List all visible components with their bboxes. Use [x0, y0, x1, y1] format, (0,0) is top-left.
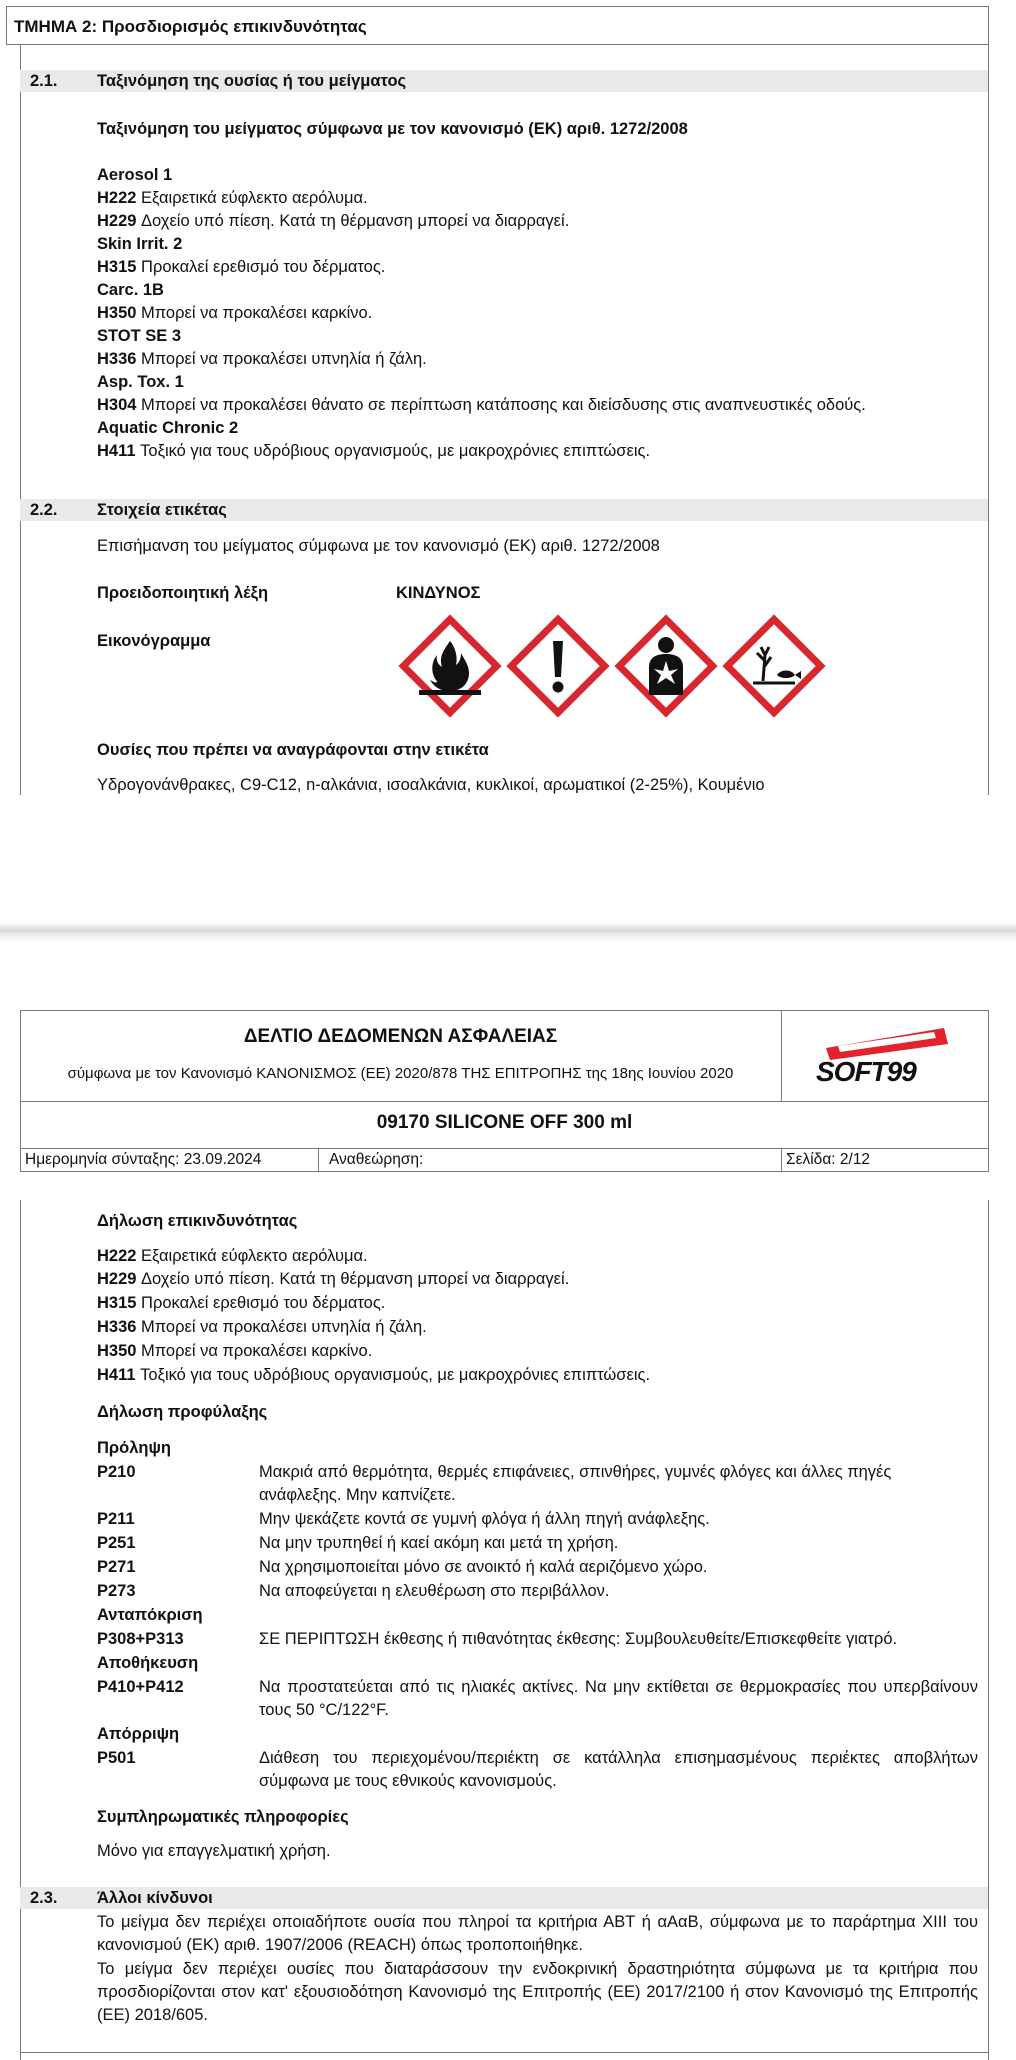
label-substances-text: Υδρογονάνθρακες, C9-C12, n-αλκάνια, ισοαλκάνια, κυκλικοί, αρωματικοί (2-25%), Κουμένιο	[97, 776, 765, 794]
p-code: P251	[97, 1534, 136, 1552]
frame-right-p2	[988, 1200, 989, 2060]
section-heading-2-1: Ταξινόμηση της ουσίας ή του μείγματος	[97, 72, 407, 90]
other-hazards-text-1: Το μείγμα δεν περιέχει οποιαδήποτε ουσία που πληροί τα κριτήρια ΑΒΤ ή αΑαΒ, σύμφωνα με το παράρτημα XIII του κανονισμού (ΕΚ) αριθ. 1907/2006 (REACH) όπως τροποποιήθηκε.	[97, 1913, 978, 1954]
hazard-line: H222 Εξαιρετικά εύφλεκτο αερόλυμα.	[97, 1247, 368, 1265]
page-break	[0, 922, 1016, 942]
hazard-line: H411 Τοξικό για τους υδρόβιους οργανισμούς, με μακροχρόνιες επιπτώσεις.	[97, 1366, 651, 1384]
class-line: H304 Μπορεί να προκαλέσει θάνατο σε περίπτωση κατάποσης και διείσδυσης στις αναπνευστικές οδούς.	[97, 396, 866, 414]
environment-pictogram	[719, 611, 829, 721]
header-line-1	[20, 1101, 989, 1102]
class-line: H411 Τοξικό για τους υδρόβιους οργανισμούς, με μακροχρόνιες επιπτώσεις.	[97, 442, 651, 460]
product-name: 09170 SILICONE OFF 300 ml	[376, 1112, 633, 1133]
class-line: H222 Εξαιρετικά εύφλεκτο αερόλυμα.	[97, 189, 368, 207]
hazard-line: H229 Δοχείο υπό πίεση. Κατά τη θέρμανση μπορεί να διαρραγεί.	[97, 1270, 570, 1288]
health-hazard-pictogram	[611, 611, 721, 721]
response-label: Ανταπόκριση	[97, 1606, 203, 1624]
hazard-line: H350 Μπορεί να προκαλέσει καρκίνο.	[97, 1342, 373, 1360]
regulation-text: σύμφωνα με τον Κανονισμό ΚΑΝΟΝΙΣΜΟΣ (ΕΕ) 2020/878 ΤΗΣ ΕΠΙΤΡΟΠΗΣ της 18ης Ιουνίου 2020	[67, 1065, 734, 1082]
class-line: Skin Irrit. 2	[97, 235, 183, 253]
pictogram-label: Εικονόγραμμα	[97, 632, 211, 650]
p-code: P210	[97, 1463, 136, 1481]
frame-top	[6, 6, 988, 7]
disposal-label: Απόρριψη	[97, 1725, 180, 1743]
exclamation-pictogram	[503, 611, 613, 721]
section-heading-2-3: Άλλοι κίνδυνοι	[97, 1889, 213, 1907]
class-line: Carc. 1B	[97, 281, 164, 299]
soft99-logo	[812, 1022, 962, 1092]
compilation-date: Ημερομηνία σύνταξης: 23.09.2024	[25, 1151, 262, 1168]
class-line: H315 Προκαλεί ερεθισμό του δέρματος.	[97, 258, 386, 276]
p-text: Να χρησιμοποιείται μόνο σε ανοικτό ή καλά αεριζόμενο χώρο.	[259, 1558, 708, 1576]
document-title: ΔΕΛΤΙΟ ΔΕΔΟΜΕΝΩΝ ΑΣΦΑΛΕΙΑΣ	[243, 1026, 558, 1047]
labelling-subtitle: Επισήμανση του μείγματος σύμφωνα με τον κανονισμό (ΕΚ) αριθ. 1272/2008	[97, 537, 660, 555]
classification-list	[97, 165, 866, 460]
hazard-line: H336 Μπορεί να προκαλέσει υπνηλία ή ζάλη.	[97, 1318, 427, 1336]
class-line: STOT SE 3	[97, 327, 182, 345]
revision: Αναθεώρηση:	[329, 1151, 424, 1168]
class-line: H229 Δοχείο υπό πίεση. Κατά τη θέρμανση μπορεί να διαρραγεί.	[97, 212, 570, 230]
classification-subtitle: Ταξινόμηση του μείγματος σύμφωνα με τον κανονισμό (ΕΚ) αριθ. 1272/2008	[97, 120, 688, 138]
p-text: ανάφλεξης. Μην καπνίζετε.	[259, 1486, 456, 1504]
p-text: Να μην τρυπηθεί ή καεί ακόμη και μετά τη χρήση.	[259, 1534, 619, 1552]
class-line: H336 Μπορεί να προκαλέσει υπνηλία ή ζάλη.	[97, 350, 427, 368]
p-text: ΣΕ ΠΕΡΙΠΤΩΣΗ έκθεσης ή πιθανότητας έκθεσης: Συμβουλευθείτε/Επισκεφθείτε γιατρό.	[259, 1630, 898, 1648]
precautionary-heading: Δήλωση προφύλαξης	[97, 1403, 268, 1421]
class-line: H350 Μπορεί να προκαλέσει καρκίνο.	[97, 304, 373, 322]
flame-pictogram	[395, 611, 505, 721]
hazard-line: H315 Προκαλεί ερεθισμό του δέρματος.	[97, 1294, 386, 1312]
class-line: Asp. Tox. 1	[97, 373, 184, 391]
section-heading-2-2: Στοιχεία ετικέτας	[97, 501, 227, 519]
supplementary-heading: Συμπληρωματικές πληροφορίες	[97, 1808, 349, 1826]
logo-text: SOFT99	[816, 1056, 916, 1087]
frame-right	[988, 6, 989, 795]
section-number-2-1: 2.1.	[30, 72, 58, 90]
frame-left-top	[6, 6, 7, 44]
section-title-bottom	[6, 44, 988, 45]
p-text: Να προστατεύεται από τις ηλιακές ακτίνες. Να μην εκτίθεται σε θερμοκρασίες που υπερβαίνουν τους 50 °C/122°F.	[259, 1678, 978, 1719]
signal-word: ΚΙΝΔΥΝΟΣ	[396, 584, 481, 602]
prevention-label: Πρόληψη	[97, 1439, 171, 1457]
p-text: Διάθεση του περιεχομένου/περιέκτη σε κατάλληλα επισημασμένους περιέκτες αποβλήτων σύμφωνα με τους εθνικούς κανονισμούς.	[259, 1749, 978, 1790]
frame-left	[20, 44, 21, 795]
section-number-2-3: 2.3.	[30, 1889, 58, 1907]
label-substances-heading: Ουσίες που πρέπει να αναγράφονται στην ετικέτα	[97, 741, 489, 759]
p-code: P501	[97, 1749, 136, 1767]
signal-word-label: Προειδοποιητική λέξη	[97, 584, 269, 602]
frame-left-p2	[20, 1200, 21, 2060]
p-code: P410+P412	[97, 1678, 184, 1696]
storage-label: Αποθήκευση	[97, 1654, 199, 1672]
header-divider-date	[318, 1148, 319, 1172]
frame-bottom-p2	[20, 2052, 989, 2053]
p-code: P271	[97, 1558, 136, 1576]
hazard-statements-heading: Δήλωση επικινδυνότητας	[97, 1212, 298, 1230]
header-divider-page	[781, 1148, 782, 1172]
header-logo-divider	[781, 1010, 782, 1101]
class-line: Aquatic Chronic 2	[97, 419, 239, 437]
other-hazards-text-2: Το μείγμα δεν περιέχει ουσίες που διαταράσσουν την ενδοκρινική δραστηριότητα σύμφωνα με τα κριτήρια που προσδιορίζονται στον κατ' εξουσιοδότηση Κανονισμό της Επιτροπής (ΕΕ) 2017/2100 ή στον Κανονισμό της Επιτροπής (ΕΕ) 2018/605.	[97, 1960, 978, 2024]
section-title: ΤΜΗΜΑ 2: Προσδιορισμός επικινδυνότητας	[14, 17, 367, 36]
p-code: P273	[97, 1582, 136, 1600]
p-text: Να αποφεύγεται η ελευθέρωση στο περιβάλλον.	[259, 1582, 610, 1600]
class-line: Aerosol 1	[97, 166, 173, 184]
supplementary-text: Μόνο για επαγγελματική χρήση.	[97, 1842, 331, 1860]
section-number-2-2: 2.2.	[30, 501, 58, 519]
p-code: P308+P313	[97, 1630, 184, 1648]
page-number: Σελίδα: 2/12	[786, 1151, 871, 1168]
p-text: Μην ψεκάζετε κοντά σε γυμνή φλόγα ή άλλη πηγή ανάφλεξης.	[259, 1510, 710, 1528]
p-text: Μακριά από θερμότητα, θερμές επιφάνειες, σπινθήρες, γυμνές φλόγες και άλλες πηγές	[259, 1463, 892, 1481]
page-1	[0, 0, 1016, 795]
p-code: P211	[97, 1510, 135, 1528]
